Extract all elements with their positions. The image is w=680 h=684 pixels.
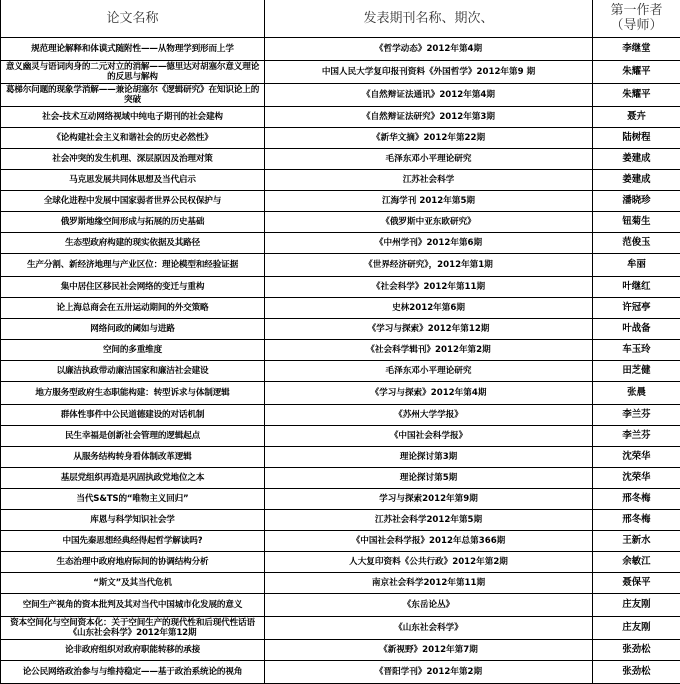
paper-title-cell: 全球化进程中发展中国家弱者世界公民权保护与 [1, 191, 265, 212]
journal-cell: 《新视野》2012年第7期 [265, 640, 593, 661]
journal-cell: 《世界经济研究》，2012年第1期 [265, 254, 593, 277]
author-cell: 庄友刚 [593, 594, 680, 617]
table-row [1, 149, 680, 170]
table-row [1, 552, 680, 573]
journal-cell: 《社会科学辑刊》2012年第2期 [265, 340, 593, 361]
paper-title-cell: 意义幽灵与语词肉身的二元对立的消解——德里达对胡塞尔意义理论的反思与解构 [1, 61, 265, 84]
author-cell: 车玉玲 [593, 340, 680, 361]
journal-cell: 《学习与探索》2012年第4期 [265, 382, 593, 405]
table-row [1, 212, 680, 233]
journal-cell: 江海学刊 2012年第5期 [265, 191, 593, 212]
journal-cell: 《俄罗斯中亚东欧研究》 [265, 212, 593, 233]
paper-title-cell: 规范理论解释和体谟式随附性——从物理学到形而上学 [1, 38, 265, 61]
paper-title-cell: 库恩与科学知识社会学 [1, 510, 265, 531]
journal-cell: 《中国社会科学报》2012年总第366期 [265, 531, 593, 552]
journal-cell: 《苏州大学学报》 [265, 405, 593, 426]
table-row [1, 298, 680, 319]
table-row [1, 405, 680, 426]
table-row [1, 594, 680, 617]
header-paper-title: 论文名称 [1, 0, 265, 38]
author-cell: 范俊玉 [593, 233, 680, 254]
table-row [1, 382, 680, 405]
paper-title-cell: 生产分割、新经济地理与产业区位：理论模型和经验证据 [1, 254, 265, 277]
table-row [1, 84, 680, 107]
journal-cell: 《社会科学》2012年第11期 [265, 277, 593, 298]
paper-title-cell: 基层党组织再造是巩固执政党地位之本 [1, 468, 265, 489]
paper-title-cell: 民生幸福是创新社会管理的逻辑起点 [1, 426, 265, 447]
paper-title-cell: 《论构建社会主义和谐社会的历史必然性》 [1, 128, 265, 149]
table-row [1, 61, 680, 84]
journal-cell: 理论探讨第3期 [265, 447, 593, 468]
author-cell: 叶继红 [593, 277, 680, 298]
author-cell: 张晨 [593, 382, 680, 405]
paper-title-cell: 以廉洁执政带动廉洁国家和廉洁社会建设 [1, 361, 265, 382]
author-cell: 余敏江 [593, 552, 680, 573]
journal-cell: 《自然辩证法研究》2012年第3期 [265, 107, 593, 128]
author-cell: 沈荣华 [593, 468, 680, 489]
table-row [1, 170, 680, 191]
table-row [1, 510, 680, 531]
table-row [1, 640, 680, 661]
header-first-author [593, 0, 680, 38]
paper-title-cell: 生态治理中政府地府际间的协调结构分析 [1, 552, 265, 573]
table-row [1, 661, 680, 684]
table-row [1, 617, 680, 640]
header-first-author-label: 第一作者 （导师） [610, 3, 662, 33]
author-cell: 牟丽 [593, 254, 680, 277]
table-row [1, 426, 680, 447]
paper-title-cell: 马克思发展共同体思想及当代启示 [1, 170, 265, 191]
author-cell: 聂卉 [593, 107, 680, 128]
journal-cell: 《自然辩证法通讯》2012年第4期 [265, 84, 593, 107]
journal-cell: 江苏社会科学 [265, 170, 593, 191]
journal-cell: 中国人民大学复印报刊资料《外国哲学》2012年第9 期 [265, 61, 593, 84]
paper-title-cell: 集中居住区移民社会网络的变迁与重构 [1, 277, 265, 298]
author-cell: 许冠亭 [593, 298, 680, 319]
journal-cell: 《东岳论丛》 [265, 594, 593, 617]
table-row [1, 191, 680, 212]
author-cell: 姜建成 [593, 149, 680, 170]
paper-title-cell: 葛梯尔问题的现象学消解——兼论胡塞尔《逻辑研究》在知识论上的突破 [1, 84, 265, 107]
journal-cell: 《中州学刊》2012年第6期 [265, 233, 593, 254]
paper-title-cell: 网络问政的阈如与进路 [1, 319, 265, 340]
table-row [1, 319, 680, 340]
journal-cell: 《中国社会科学报》 [265, 426, 593, 447]
paper-title-cell: 社会-技术互动网络视域中纯电子期刊的社会建构 [1, 107, 265, 128]
paper-title-cell: 论非政府组织对政府职能转移的承接 [1, 640, 265, 661]
table-row [1, 254, 680, 277]
table-row [1, 277, 680, 298]
journal-cell: 南京社会科学2012年第11期 [265, 573, 593, 594]
journal-cell: 理论探讨第5期 [265, 468, 593, 489]
author-cell: 李兰芬 [593, 405, 680, 426]
journal-cell: 《学习与探索》2012年第12期 [265, 319, 593, 340]
author-cell: 邢冬梅 [593, 510, 680, 531]
paper-title-cell: 群体性事件中公民道德建设的对话机制 [1, 405, 265, 426]
author-cell: 邢冬梅 [593, 489, 680, 510]
author-cell: 钮菊生 [593, 212, 680, 233]
table-row [1, 573, 680, 594]
author-cell: 李继堂 [593, 38, 680, 61]
paper-title-cell: 当代S&TS的“唯物主义回归” [1, 489, 265, 510]
journal-cell: 毛泽东邓小平理论研究 [265, 149, 593, 170]
journal-cell: 学习与探索2012年第9期 [265, 489, 593, 510]
table-row [1, 128, 680, 149]
author-cell: 朱耀平 [593, 61, 680, 84]
table-row [1, 447, 680, 468]
paper-title-cell: 空间生产视角的资本批判及其对当代中国城市化发展的意义 [1, 594, 265, 617]
author-cell: 潘晓珍 [593, 191, 680, 212]
author-cell: 姜建成 [593, 170, 680, 191]
header-journal: 发表期刊名称、期次、 [265, 0, 593, 38]
table-row [1, 38, 680, 61]
paper-title-cell: 俄罗斯地缘空间形成与拓展的历史基础 [1, 212, 265, 233]
table-row [1, 489, 680, 510]
table-row [1, 107, 680, 128]
journal-cell: 《新华文摘》2012年第22期 [265, 128, 593, 149]
author-cell: 朱耀平 [593, 84, 680, 107]
journal-cell: 《哲学动态》2012年第4期 [265, 38, 593, 61]
table-row [1, 531, 680, 552]
author-cell: 田芝健 [593, 361, 680, 382]
journal-cell: 《山东社会科学》 [265, 617, 593, 640]
header-row [1, 0, 680, 38]
paper-title-cell: 资本空间化与空间资本化：关于空间生产的现代性和后现代性话语《山东社会科学》2012年第12期 [1, 617, 265, 640]
paper-title-cell: 中国先秦思想经典经得起哲学解读吗? [1, 531, 265, 552]
author-cell: 叶战备 [593, 319, 680, 340]
paper-title-cell: 论上海总商会在五卅运动期间的外交策略 [1, 298, 265, 319]
journal-cell: 史林2012年第6期 [265, 298, 593, 319]
author-cell: 李兰芬 [593, 426, 680, 447]
table-row [1, 468, 680, 489]
author-cell: 庄友刚 [593, 617, 680, 640]
author-cell: 陆树程 [593, 128, 680, 149]
table-row [1, 233, 680, 254]
table-row [1, 340, 680, 361]
author-cell: 张劲松 [593, 661, 680, 684]
journal-cell: 江苏社会科学2012年第5期 [265, 510, 593, 531]
author-cell: 沈荣华 [593, 447, 680, 468]
author-cell: 聂保平 [593, 573, 680, 594]
journal-cell: 《晋阳学刊》2012年第2期 [265, 661, 593, 684]
author-cell: 张劲松 [593, 640, 680, 661]
paper-title-cell: 社会冲突的发生机理、深层原因及治理对策 [1, 149, 265, 170]
paper-title-cell: 地方服务型政府生态职能构建：转型诉求与体制逻辑 [1, 382, 265, 405]
journal-cell: 毛泽东邓小平理论研究 [265, 361, 593, 382]
paper-title-cell: 空间的多重维度 [1, 340, 265, 361]
paper-title-cell: 生态型政府构建的现实依据及其路径 [1, 233, 265, 254]
paper-title-cell: 论公民网络政治参与与维持稳定——基于政治系统论的视角 [1, 661, 265, 684]
paper-title-cell: 从服务结构转身看体制改革逻辑 [1, 447, 265, 468]
author-cell: 王新水 [593, 531, 680, 552]
table-row [1, 361, 680, 382]
journal-cell: 人大复印资料《公共行政》2012年第2期 [265, 552, 593, 573]
paper-title-cell: “斯文”及其当代危机 [1, 573, 265, 594]
